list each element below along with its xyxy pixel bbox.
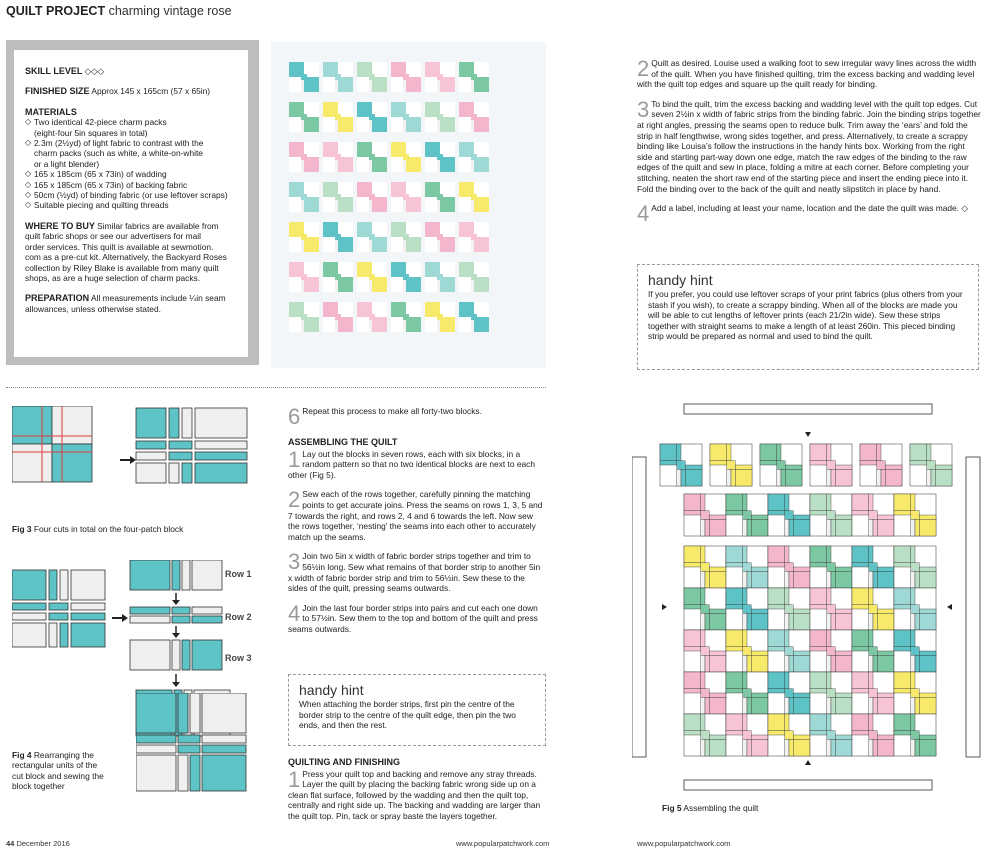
hint-title: handy hint xyxy=(299,682,364,698)
materials-item: ◇ 165 x 185cm (65 x 73in) of backing fabric xyxy=(25,180,240,190)
assembling-heading: ASSEMBLING THE QUILT xyxy=(288,437,398,447)
handy-hint-borders xyxy=(288,674,546,746)
hint-text: If you prefer, you could use leftover scraps of your print fabrics (plus others from your stash if you wish), to create a scrappy binding. When all of the blocks are made you will be able to cut lengths of leftover prints (each 21/2in wide). Sew these strips together with straight seams to make a length of at least 260in. This pieced binding strip would be prepared as normal and used to bind the quilt. xyxy=(648,289,963,342)
fig4-caption: Fig 4 Rearranging the rectangular units of the cut block and sewing the block together xyxy=(12,750,104,792)
assemble-step-4: 4 Join the last four border strips into pairs and cut each one down to 57½in. Sew them to the top and bottom of the quilt and press seams outwards. xyxy=(288,600,538,634)
issue-date: December 2016 xyxy=(16,839,70,848)
quilting-section xyxy=(288,757,546,822)
hint-text: When attaching the border strips, first pin the centre of the border strip to the centre of the quilt edge, then pin the two ends, and then the rest. xyxy=(299,699,516,731)
finished-size-label: FINISHED SIZE xyxy=(25,86,90,97)
section-subtitle: charming vintage rose xyxy=(108,4,232,18)
finishing-steps xyxy=(637,56,982,227)
footer-left xyxy=(6,839,70,848)
footer-url-left[interactable]: www.popularpatchwork.com xyxy=(456,839,550,848)
materials-label: MATERIALS xyxy=(25,106,77,117)
quilt-photo-image xyxy=(271,42,546,368)
quilt-photo xyxy=(271,42,546,368)
fig3-caption: Fig 3 Four cuts in total on the four-patch block xyxy=(12,524,184,534)
fig3-diagram xyxy=(12,406,252,486)
section-title: QUILT PROJECT xyxy=(6,4,106,18)
hint-title: handy hint xyxy=(648,272,713,288)
fig4-final-block xyxy=(136,693,248,793)
assemble-step-3: 3 Join two 5in x width of fabric border strips together and trim to 56½in long. Sew what remains of that border strip to another 5in x width of fabric border strip and trim to 56½in. Sew these to the sides of the quilt, pressing seams outwards. xyxy=(288,549,541,594)
handy-hint-binding xyxy=(637,264,979,370)
where-to-buy: WHERE TO BUY Similar fabrics are available from quilt fabric shops or see our advertisers for mail order services. This quilt is available at sewmotion. com as a pre-cut kit. Alternatively, the Backyard Roses collection by Riley Blake is available from many quilt shops, as are a huge selection of charm packs. xyxy=(25,220,227,283)
materials-item: ◇ 165 x 185cm (65 x 73in) of wadding xyxy=(25,169,240,179)
row-2-label: Row 2 xyxy=(225,612,252,622)
skill-box xyxy=(14,50,248,357)
step-4: 4 Add a label, including at least your name, location and the date the quilt was made. ◇ xyxy=(637,201,968,227)
fig5-caption: Fig 5 Assembling the quilt xyxy=(662,803,759,813)
page-number: 44 xyxy=(6,839,15,848)
section-divider xyxy=(6,387,546,388)
row-1-label: Row 1 xyxy=(225,569,252,579)
fig5-diagram xyxy=(632,402,982,794)
page-header xyxy=(6,4,232,18)
materials-list xyxy=(25,117,240,211)
step-2: 2 Quilt as desired. Louise used a walking foot to sew irregular wavy lines across the width of the quilt. When you have finished quilting, trim the excess backing and wadding level with the quilt top edges and square up the quilt ready for binding. xyxy=(637,56,977,90)
materials-item: ◇ 2.3m (2½yd) of light fabric to contrast with the charm packs (such as white, a white-on-white or a light blender) xyxy=(25,138,240,169)
finished-size-value: Approx 145 x 165cm (57 x 65in) xyxy=(91,86,211,97)
materials-item: ◇ Suitable piecing and quilting threads xyxy=(25,200,240,210)
row-3-label: Row 3 xyxy=(225,653,252,663)
footer-url-right[interactable]: www.popularpatchwork.com xyxy=(637,839,731,848)
assembly-steps xyxy=(288,406,546,635)
materials-item: ◇ Two identical 42-piece charm packs (eight-four 5in squares in total) xyxy=(25,117,240,138)
materials-item: ◇ 50cm (½yd) of binding fabric (or use leftover scraps) xyxy=(25,190,240,200)
skill-level-label: SKILL LEVEL xyxy=(25,66,83,76)
skill-level-icons: ◇◇◇ xyxy=(84,66,104,76)
quilting-heading: QUILTING AND FINISHING xyxy=(288,757,400,767)
step-6: 6 Repeat this process to make all forty-two blocks. xyxy=(288,404,482,429)
preparation: PREPARATION All measurements include ¼in seam allowances, unless otherwise stated. xyxy=(25,293,226,314)
assemble-step-1: 1 Lay out the blocks in seven rows, each with six blocks, in a random pattern so that no two identical blocks are next to each other (Fig 5). xyxy=(288,446,536,480)
quilting-step-1: 1 Press your quilt top and backing and remove any stray threads. Layer the quilt by placing the backing fabric wrong side up on a clean flat surface, followed by the wadding and then the quilt top, centrally and right side up. The backing and wadding are larger than the quilt top. Pin, tack or spray baste the layers together. xyxy=(288,766,541,821)
step-3: 3 To bind the quilt, trim the excess backing and wadding level with the quilt top edges. Cut seven 2½in x width of fabric strips from the binding fabric. Join the binding strips together at right angles, pressing the seams open to reduce bulk. Trim away the ‘ears’ and fold the strip in half lengthwise, wrong sides together, and press. Alternatively, to create a scrappy binding like Louisa’s follow the instructions in the handy hints box. Working from the right side and starting part-way down one edge, match the raw edges of the binding to the raw edges of the quilt and sew in place, folding a mitre at each corner. Before completing your stitching, neaten the short raw end of the starting piece and insert the ending piece into it. Fold the binding over to the back of the quilt and neatly slipstitch in place by hand. xyxy=(637,96,981,194)
assemble-step-2: 2 Sew each of the rows together, carefully pinning the matching points to get accurate joins. Press the seams on rows 1, 3, 5 and 7 towards the right, and rows 2, 4 and 6 towards the left. Now sew the rows together, ‘nesting’ the seams into each other to accurately match up the seams. xyxy=(288,487,543,542)
